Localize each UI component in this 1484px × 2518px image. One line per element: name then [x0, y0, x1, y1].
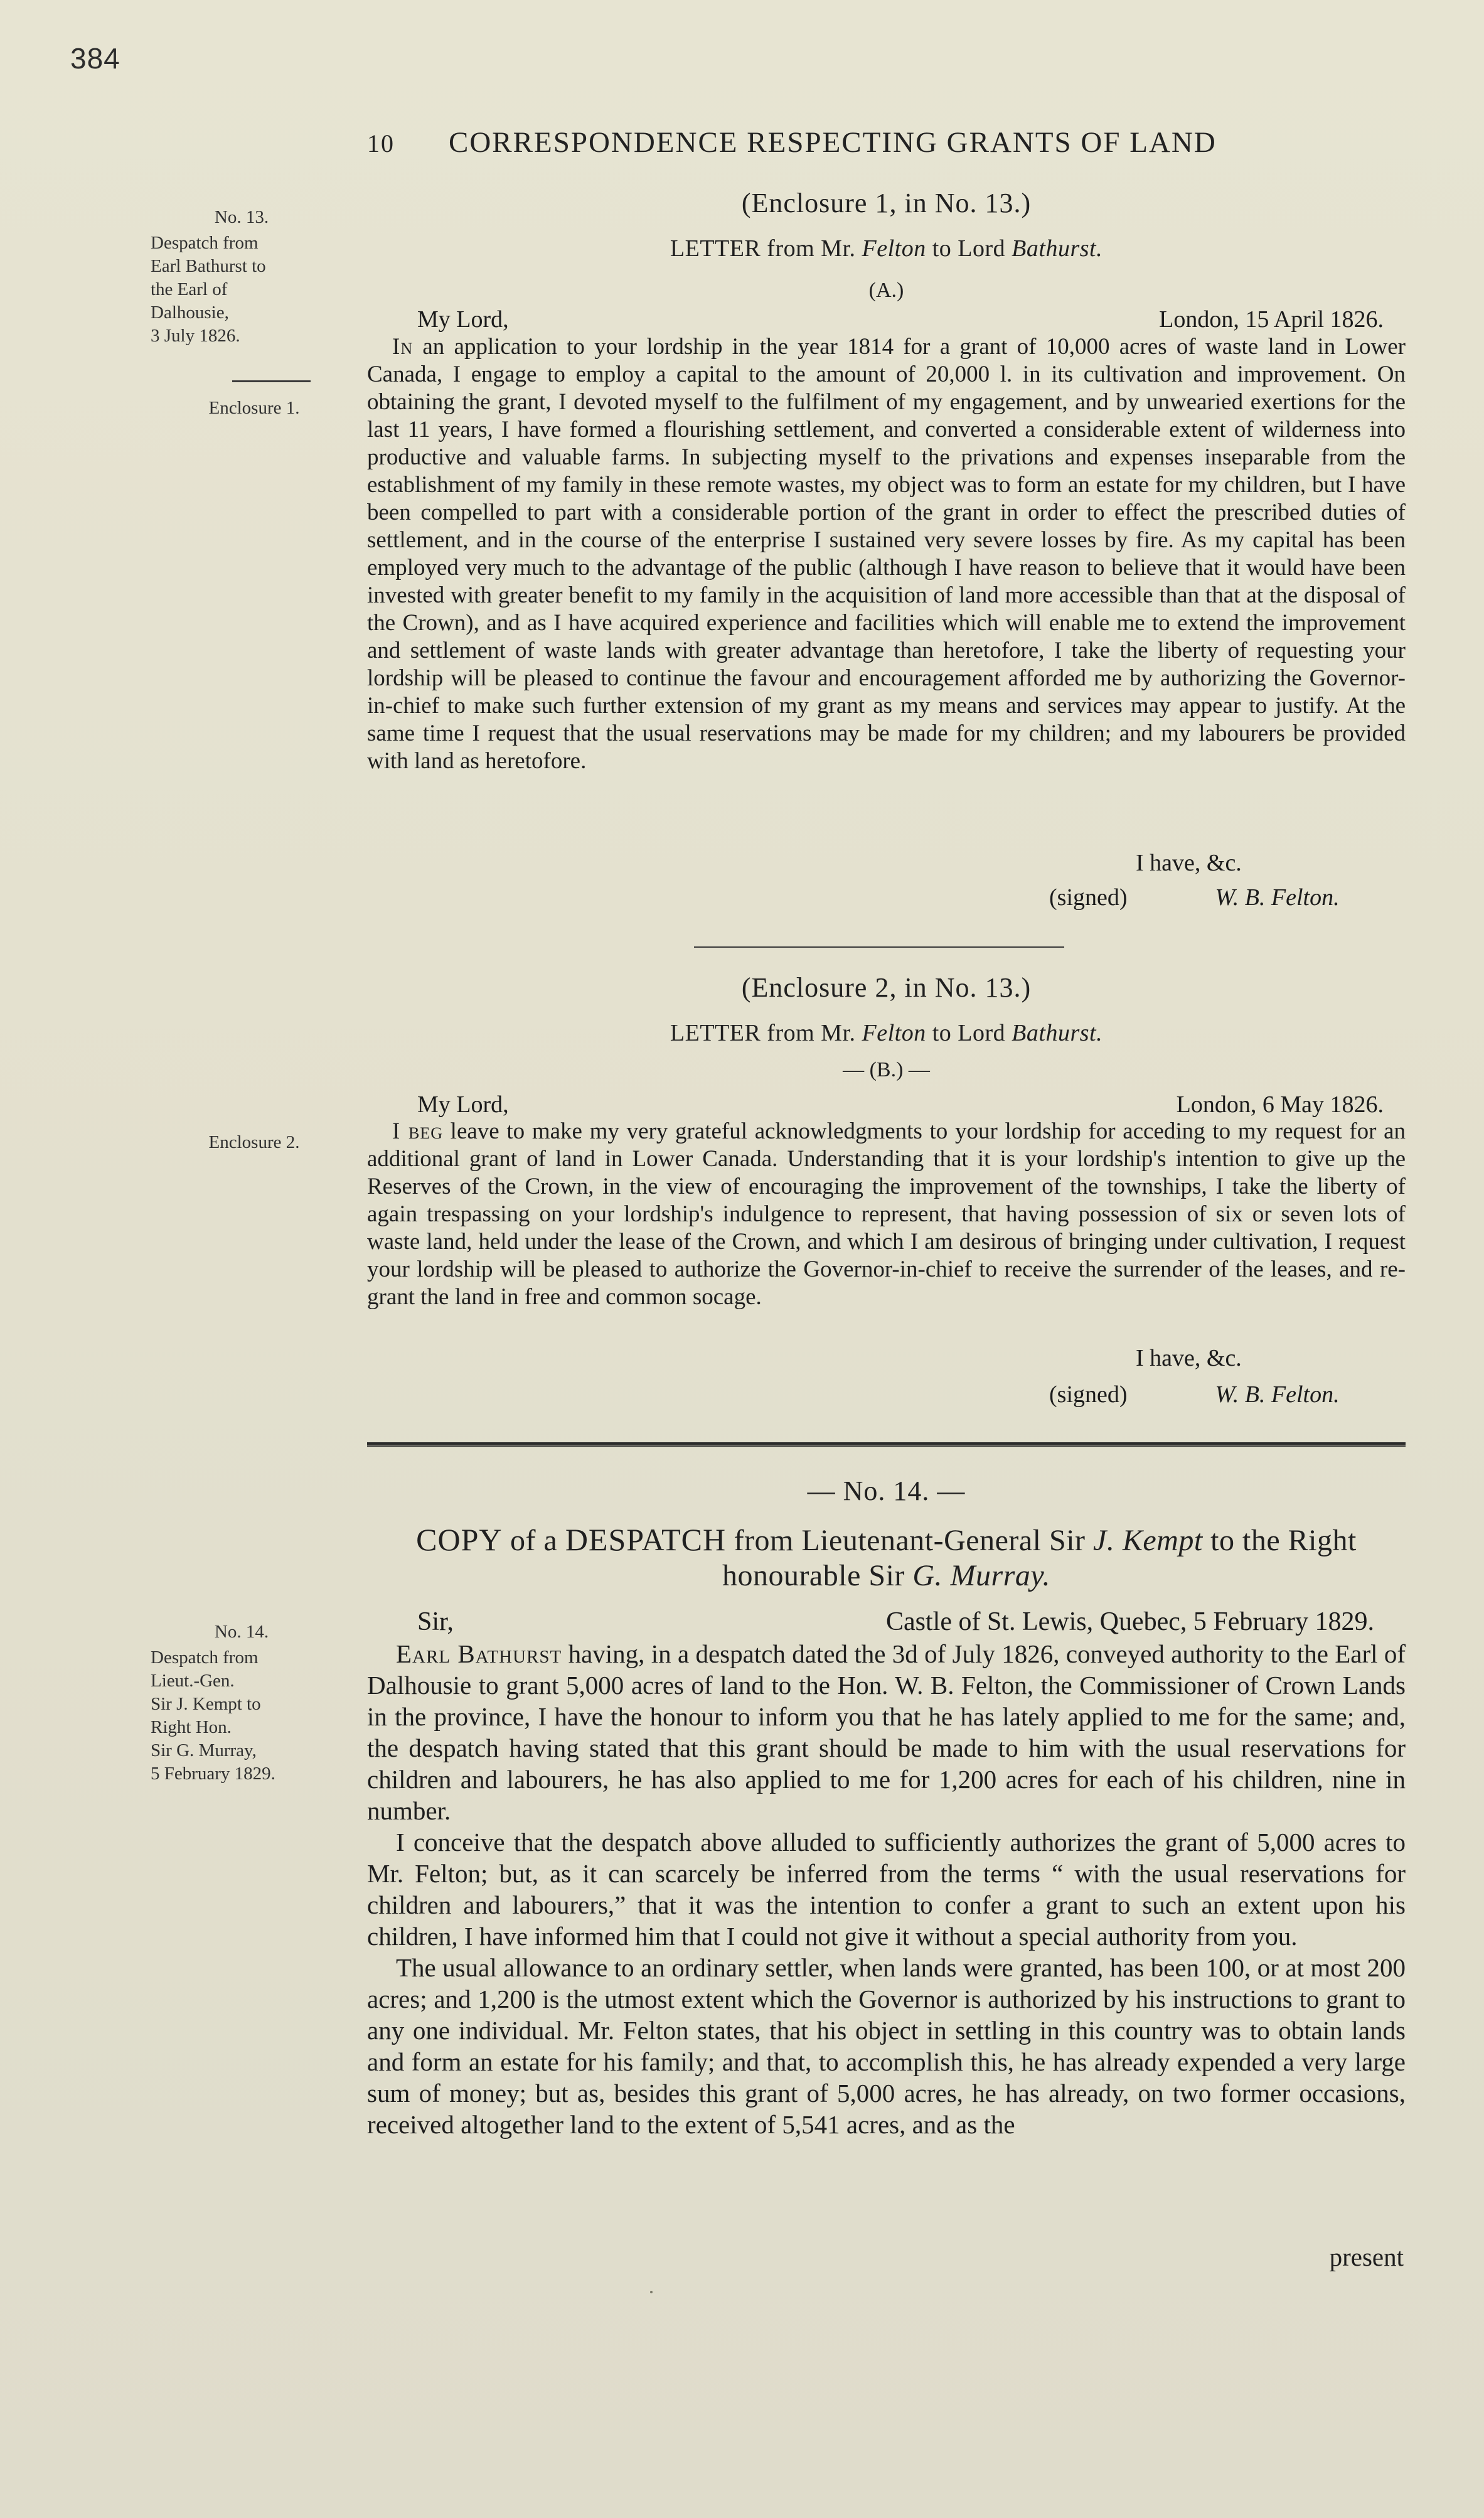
letter-from-name: Felton — [862, 235, 926, 262]
margin-note-line: 5 February 1829. — [151, 1764, 275, 1784]
page-folio-number: 384 — [70, 42, 120, 75]
enclosure1-body: In an application to your lordship in the year 1814 for a grant of 10,000 acres of waste land in Lower Canada, I engage to employ a capital to the amount of 20,000 l. in its cultivation and improvement. On obtaining the grant, I devoted myself to the fulfilment of my engagement, and by unwearied exertions for the last 11 years, I have formed a flourishing settlement, and converted a considerable extent of wilderness into productive and valuable farms. In subjecting myself to the privations and expenses inseparable from the establishment of my family in these remote wastes, my object was to form an estate for my children, but I have been compelled to part with a considerable portion of the grant in order to effect the prescribed duties of settlement, and in the course of the enterprise I sustained very severe losses by fire. As my capital has been employed very much to the advantage of the public (although I have reason to believe that it would have been invested with greater benefit to my family in the acquisition of land more accessible than that at the disposal of the Crown), and as I have acquired experience and facilities which will enable me to extend the improvement and settlement of waste lands with greater advantage than heretofore, I take the liberty of requesting your lordship will be pleased to continue the favour and encouragement afforded me by authorizing the Governor-in-chief to make such further extension of my grant as my means and services may appear to justify. At the same time I request that the usual reservations may be made for my children; and my labourers be provided with land as heretofore. — [367, 334, 1406, 774]
no14-salutation-line — [417, 1607, 1384, 1639]
salutation: My Lord, — [417, 306, 509, 333]
letter-to-name: Bathurst. — [1012, 1020, 1103, 1046]
opening-word: In — [392, 334, 414, 360]
enclosure2-body: I beg leave to make my very grateful acknowledgments to your lordship for acceding to my request for an additional grant of land in Lower Canada. Understanding that it is your lordship's intention to give up the Reserves of the Crown, in the view of encouraging the improvement of the townships, I take the liberty of again trespassing on your lordship's indulgence to represent, that having possession of six or seven lots of waste land, held under the lease of the Crown, and which I am desirous of bringing under cultivation, I request your lordship will be pleased to authorize the Governor-in-chief to receive the surrender of the leases, and re-grant the land in free and common socage. — [367, 1118, 1406, 1310]
no14-paragraph-1: Earl Bathurst having, in a despatch dated the 3d of July 1826, conveyed authority to the Earl of Dalhousie to grant 5,000 acres of land to the Hon. W. B. Felton, the Commissioner of Crown Lands in the province, I have the honour to inform you that he has lately applied to me for the same; and, the despatch having stated that this grant should be made to him with the usual reservations for children and labourers, he has also applied to me for 1,200 acres for each of his children, nine in number. — [367, 1639, 1406, 1825]
margin-note-line: Despatch from — [151, 233, 259, 253]
margin-note-line: Earl Bathurst to — [151, 256, 266, 276]
place-date: London, 15 April 1826. — [1159, 306, 1384, 333]
margin-note-line: Right Hon. — [151, 1717, 232, 1737]
salutation: Sir, — [417, 1607, 454, 1636]
page-speck — [650, 2291, 653, 2293]
catchword: present — [1329, 2242, 1404, 2271]
enclosure2-signature-line: (signed) W. B. Felton. — [1049, 1381, 1340, 1408]
enclosure1-heading: (Enclosure 1, in No. 13.) — [741, 188, 1032, 218]
no14-paragraph-3: The usual allowance to an ordinary settler, when lands were granted, has been 100, or at most 200 acres; and 1,200 is the utmost extent which the Governor is authorized by his instructions to grant to any one individual. Mr. Felton states, that his object in settling in this country was to obtain lands and form an estate for his family; and that, to accomplish this, he has already expended a very large sum of money; but as, besides this grant of 5,000 acres, he has already, on two former occasions, received altogether land to the extent of 5,541 acres, and as the — [367, 1953, 1406, 2139]
margin-note-line: Despatch from — [151, 1647, 259, 1668]
margin-note-line: Lieut.-Gen. — [151, 1671, 235, 1691]
margin-note-line: Sir J. Kempt to — [151, 1694, 261, 1714]
place-date: Castle of St. Lewis, Quebec, 5 February 1829. — [885, 1607, 1374, 1636]
section-divider — [694, 946, 1064, 948]
enclosure1-closing: I have, &c. — [1136, 850, 1242, 876]
place-date: London, 6 May 1826. — [1176, 1091, 1384, 1118]
margin-note-line: 3 July 1826. — [151, 326, 240, 346]
letter-to-name: Bathurst. — [1012, 235, 1103, 262]
document-divider — [367, 1442, 1406, 1447]
enclosure2-mark: — (B.) — — [843, 1058, 930, 1081]
margin-note-enclosure1: Enclosure 1. — [208, 398, 300, 418]
margin-divider — [232, 380, 311, 382]
signature-name: W. B. Felton. — [1215, 1381, 1340, 1408]
enclosure2-salutation-line — [417, 1091, 1384, 1121]
no14-paragraph-2: I conceive that the despatch above alluded to sufficiently authorizes the grant of 5,000 acres to Mr. Felton; but, as it can scarcely be inferred from the terms “ with the usual reservations for children and labourers,” that it was the intention to confer a grant to such an extent upon his children, I have informed him that I could not give it without a special authority from you. — [367, 1828, 1406, 1951]
margin-note-line: the Earl of — [151, 279, 228, 299]
enclosure1-signature-line: (signed) W. B. Felton. — [1049, 884, 1340, 911]
margin-note-number: No. 14. — [214, 1622, 269, 1642]
running-head-page-number: 10 — [367, 129, 395, 158]
margin-note-line: Dalhousie, — [151, 303, 229, 323]
enclosure2-closing: I have, &c. — [1136, 1345, 1242, 1371]
signature-name: W. B. Felton. — [1215, 884, 1340, 911]
margin-note-line: Sir G. Murray, — [151, 1740, 257, 1760]
margin-note-number: No. 13. — [214, 207, 269, 227]
enclosure1-mark: (A.) — [868, 279, 904, 302]
letter-from-name: Felton — [862, 1020, 926, 1046]
opening-word: I beg — [392, 1118, 443, 1144]
margin-note-enclosure2: Enclosure 2. — [208, 1132, 300, 1152]
no14-number-heading: — No. 14. — — [807, 1476, 966, 1506]
enclosure2-letter-heading: LETTER from Mr. Felton to Lord Bathurst. — [670, 1020, 1103, 1046]
running-head-title: CORRESPONDENCE RESPECTING GRANTS OF LAND — [449, 126, 1217, 159]
enclosure2-heading: (Enclosure 2, in No. 13.) — [741, 972, 1032, 1003]
enclosure1-salutation-line — [417, 306, 1384, 336]
enclosure1-letter-heading: LETTER from Mr. Felton to Lord Bathurst. — [670, 235, 1103, 262]
margin-note-no13 — [151, 206, 333, 348]
no14-body — [367, 1638, 1406, 2140]
running-head — [367, 126, 1402, 159]
margin-note-no14 — [151, 1621, 333, 1786]
salutation: My Lord, — [417, 1091, 509, 1118]
opening-words: Earl Bathurst — [396, 1639, 562, 1668]
no14-title: COPY of a DESPATCH from Lieutenant-General Sir J. Kempt to the Right honourable Sir G. Murray. — [416, 1522, 1357, 1592]
